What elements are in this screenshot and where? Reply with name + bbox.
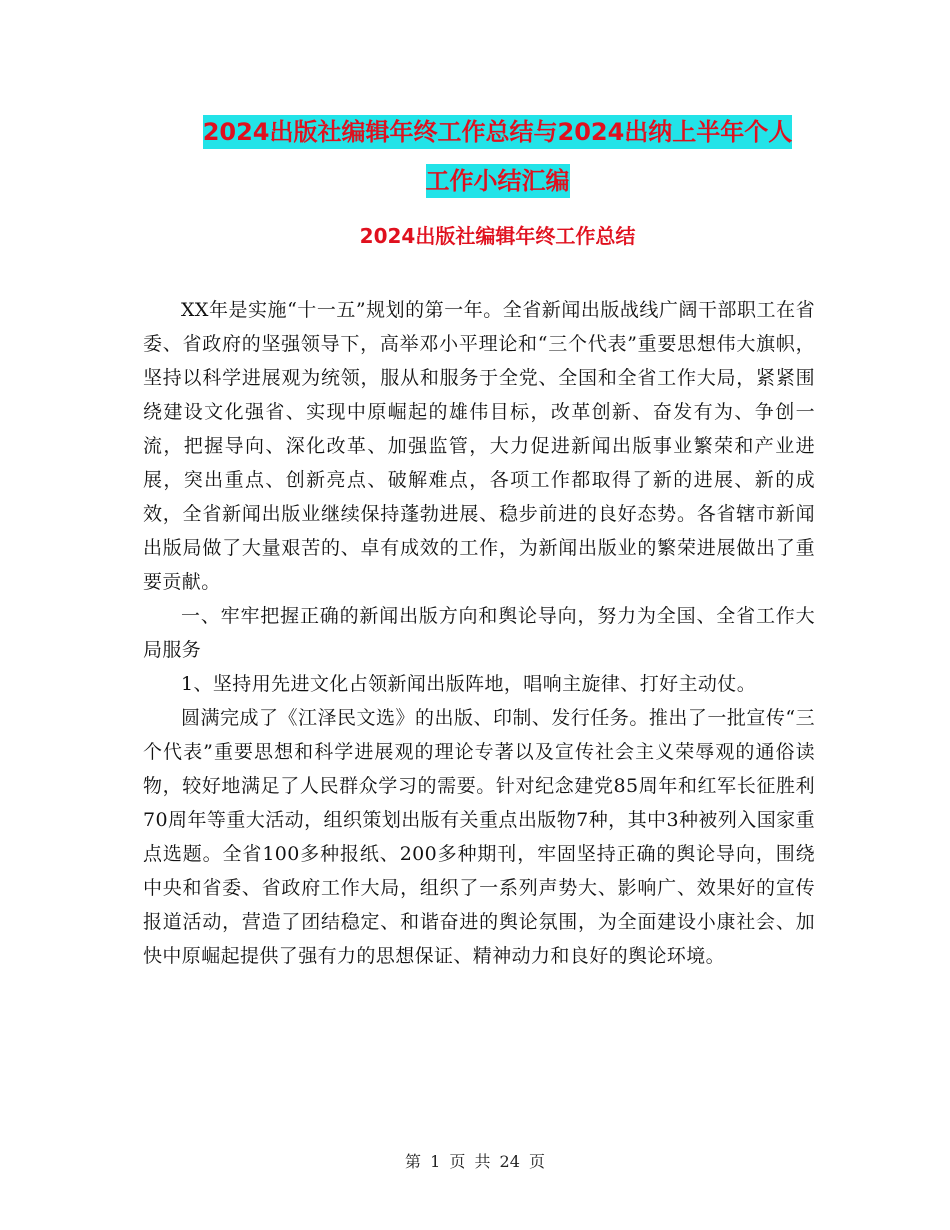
paragraph-subheading-1: 1、坚持用先进文化占领新闻出版阵地，唱响主旋律、打好主动仗。 (181, 673, 757, 695)
section-title: 2024出版社编辑年终工作总结 (359, 224, 636, 248)
paragraph-body-1: 圆满完成了《江泽民文选》的出版、印制、发行任务。推出了一批宣传“三个代表”重要思想和科学进展观的理论专著以及宣传社会主义荣辱观的通俗读物，较好地满足了人民群众学习的需要。针对纪念建党85周年和红军长征胜利70周年等重大活动，组织策划出版有关重点出版物7种，其中3种被列入国家重点选题。全省100多种报纸、200多种期刊，牢固坚持正确的舆论导向，围绕中央和省委、省政府工作大局，组织了一系列声势大、影响广、效果好的宣传报道活动，营造了团结稳定、和谐奋进的舆论氛围，为全面建设小康社会、加快中原崛起提供了强有力的思想保证、精神动力和良好的舆论环境。 (143, 707, 815, 967)
main-title (140, 108, 855, 206)
body-text (143, 293, 815, 973)
paragraph-intro: XX年是实施“十一五”规划的第一年。全省新闻出版战线广阔干部职工在省委、省政府的坚强领导下，高举邓小平理论和“三个代表”重要思想伟大旗帜，坚持以科学进展观为统领，服从和服务于全党、全国和全省工作大局，紧紧围绕建设文化强省、实现中原崛起的雄伟目标，改革创新、奋发有为、争创一流，把握导向、深化改革、加强监管，大力促进新闻出版事业繁荣和产业进展，突出重点、创新亮点、破解难点，各项工作都取得了新的进展、新的成效，全省新闻出版业继续保持蓬勃进展、稳步前进的良好态势。各省辖市新闻出版局做了大量艰苦的、卓有成效的工作，为新闻出版业的繁荣进展做出了重要贡献。 (143, 299, 815, 593)
paragraph-heading-1: 一、牢牢把握正确的新闻出版方向和舆论导向，努力为全国、全省工作大局服务 (143, 605, 815, 661)
page-footer: 第 1 页 共 24 页 (405, 1152, 545, 1171)
main-title-line-1: 2024出版社编辑年终工作总结与2024出纳上半年个人 (203, 115, 793, 149)
main-title-line-2: 工作小结汇编 (426, 164, 570, 198)
